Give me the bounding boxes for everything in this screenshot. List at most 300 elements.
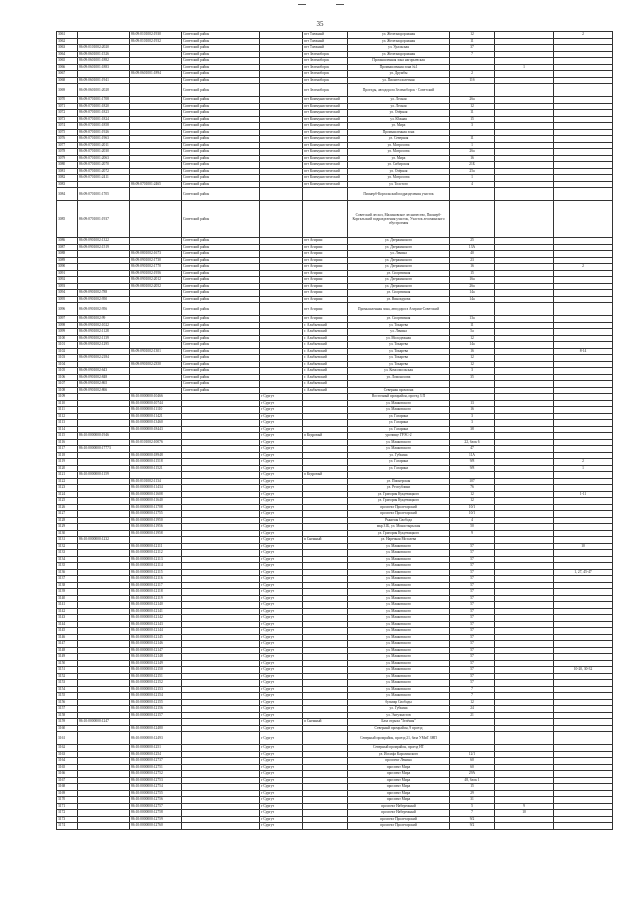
street-name: ул. Маяковского bbox=[348, 439, 450, 446]
row-number: 3120 bbox=[57, 465, 78, 472]
street-name: ул. Спортивная bbox=[348, 316, 450, 323]
cadastral-number-building: 86:10:0000000:12157 bbox=[130, 712, 182, 719]
house-number bbox=[450, 84, 495, 97]
city-name: г Сургут bbox=[260, 810, 303, 817]
city-name: г Сургут bbox=[260, 543, 303, 550]
city-name: г Сургут bbox=[260, 777, 303, 784]
row-number: 3172 bbox=[57, 810, 78, 817]
street-name: ул. Маяковского bbox=[348, 673, 450, 680]
row-number: 3105 bbox=[57, 368, 78, 375]
house-number: 57 bbox=[450, 621, 495, 628]
street-name: ул. Ленина bbox=[348, 329, 450, 336]
street-name: База отдыха "Зелёная" bbox=[348, 719, 450, 726]
street-name: ул. Маяковского bbox=[348, 660, 450, 667]
street-name: ул. Маяковского bbox=[348, 628, 450, 635]
premises-number bbox=[554, 732, 613, 745]
building-number bbox=[495, 732, 554, 745]
row-number: 3094 bbox=[57, 290, 78, 297]
cadastral-number-building: 86:10:0000000:12154 bbox=[130, 693, 182, 700]
district-name: Советский район bbox=[182, 38, 260, 45]
street-name: Северный промрайон, проезд 21, база УМиТ ЗНП bbox=[348, 732, 450, 745]
street-name: Промышленная зона №1 bbox=[348, 64, 450, 71]
street-name: ул. Гагарина bbox=[348, 465, 450, 472]
locality-name: пгт Коммунистический bbox=[303, 123, 348, 130]
cadastral-number-building: 86:10:0000000:11708 bbox=[130, 504, 182, 511]
district-name: Советский район bbox=[182, 77, 260, 84]
locality-name: пгт Коммунистический bbox=[303, 110, 348, 117]
city-name bbox=[260, 188, 303, 201]
house-number: 60 bbox=[450, 758, 495, 765]
city-name: г Сургут bbox=[260, 478, 303, 485]
cadastral-number: 86:09:0901002:950 bbox=[78, 296, 130, 303]
street-name: проспект Набережный bbox=[348, 803, 450, 810]
street-name: ул. Гагарина bbox=[348, 426, 450, 433]
city-name: г Сургут bbox=[260, 693, 303, 700]
row-number: 3143 bbox=[57, 615, 78, 622]
premises-number: 1, 27, 45-47 bbox=[554, 569, 613, 576]
locality-name: пгт Агириш bbox=[303, 264, 348, 271]
row-number: 3110 bbox=[57, 400, 78, 407]
table-row bbox=[57, 188, 613, 201]
table-row bbox=[57, 84, 613, 97]
locality-name: пгт Агириш bbox=[303, 277, 348, 284]
row-number: 3081 bbox=[57, 168, 78, 175]
cadastral-number: 86:09:0601001:1526 bbox=[78, 51, 130, 58]
house-number: 57 bbox=[450, 680, 495, 687]
row-number: 3153 bbox=[57, 680, 78, 687]
cadastral-number: 86:10:0000000:1159 bbox=[78, 472, 130, 479]
house-number: 12 bbox=[450, 355, 495, 362]
street-name: ул. Маяковского bbox=[348, 602, 450, 609]
city-name: г Сургут bbox=[260, 426, 303, 433]
locality-name: п Кедровый bbox=[303, 433, 348, 440]
street-name: ул. Григория Кукуевицкого bbox=[348, 498, 450, 505]
row-number: 3091 bbox=[57, 270, 78, 277]
house-number: 57 bbox=[450, 673, 495, 680]
row-number: 3133 bbox=[57, 550, 78, 557]
city-name: г Сургут bbox=[260, 517, 303, 524]
cadastral-number: 86:09:0701001:1823 bbox=[78, 110, 130, 117]
row-number: 3137 bbox=[57, 576, 78, 583]
district-name: Советский район bbox=[182, 64, 260, 71]
locality-name: пгт Коммунистический bbox=[303, 103, 348, 110]
city-name: г Сургут bbox=[260, 608, 303, 615]
house-number: 57 bbox=[450, 641, 495, 648]
district-name: Советский район bbox=[182, 103, 260, 110]
house-number: 12/1 bbox=[450, 751, 495, 758]
row-number: 3074 bbox=[57, 123, 78, 130]
row-number: 3161 bbox=[57, 732, 78, 745]
row-number: 3127 bbox=[57, 511, 78, 518]
street-name: ул. Гагарина bbox=[348, 413, 450, 420]
cadastral-number-building: 86:10:0000000:12153 bbox=[130, 686, 182, 693]
city-name: г Сургут bbox=[260, 465, 303, 472]
house-number: 57 bbox=[450, 556, 495, 563]
street-name: ул. Дзержинского bbox=[348, 238, 450, 245]
cadastral-number: 86:10:0000000:1946 bbox=[78, 433, 130, 440]
row-number: 3119 bbox=[57, 459, 78, 466]
locality-name: пгт Коммунистический bbox=[303, 155, 348, 162]
street-name: ул. Республики bbox=[348, 485, 450, 492]
row-number: 3109 bbox=[57, 394, 78, 401]
page-number: 35 bbox=[316, 20, 324, 28]
locality-name: пгт Зеленоборск bbox=[303, 58, 348, 65]
cadastral-number: 86:09:0701001:1820 bbox=[78, 103, 130, 110]
city-name bbox=[260, 201, 303, 238]
cadastral-number-building: 86:10:0000000:12755 bbox=[130, 790, 182, 797]
house-number: 21 bbox=[450, 712, 495, 719]
district-name: Советский район bbox=[182, 277, 260, 284]
cadastral-number-building: 86:10:0000000:12147 bbox=[130, 647, 182, 654]
street-name: ул. Пионерская bbox=[348, 478, 450, 485]
house-number: 25 bbox=[450, 238, 495, 245]
cadastral-number-building: 86:10:0000000:12119 bbox=[130, 595, 182, 602]
cadastral-number: 86:09:0901002:1022 bbox=[78, 322, 130, 329]
cadastral-number-building: 86:10:0000000:13460 bbox=[130, 420, 182, 427]
house-number: 57 bbox=[450, 582, 495, 589]
district-name: Советский район bbox=[182, 329, 260, 336]
row-number: 3157 bbox=[57, 706, 78, 713]
house-number: 11А bbox=[450, 452, 495, 459]
table-row bbox=[57, 201, 613, 238]
cadastral-number-building bbox=[130, 303, 182, 316]
cadastral-number-building: 86:10:0000000:12753 bbox=[130, 777, 182, 784]
row-number: 3080 bbox=[57, 162, 78, 169]
locality-name: пгт Агириш bbox=[303, 251, 348, 258]
city-name: г Сургут bbox=[260, 706, 303, 713]
cadastral-number-building: 86:10:0000000:10744 bbox=[130, 400, 182, 407]
street-name: проспект Мира bbox=[348, 771, 450, 778]
cadastral-number-building: 86:10:0000000:12149 bbox=[130, 660, 182, 667]
premises-number bbox=[554, 84, 613, 97]
district-name: Советский район bbox=[182, 116, 260, 123]
row-number: 3070 bbox=[57, 97, 78, 104]
row-number: 3108 bbox=[57, 387, 78, 394]
street-name: ул. Маяковского bbox=[348, 576, 450, 583]
house-number: 16 bbox=[450, 264, 495, 271]
district-name bbox=[182, 732, 260, 745]
city-name bbox=[260, 303, 303, 316]
district-name: Советский район bbox=[182, 361, 260, 368]
premises-number bbox=[554, 823, 613, 830]
street-name: проспект Мира bbox=[348, 797, 450, 804]
city-name: г Сургут bbox=[260, 446, 303, 453]
street-name: ул. Дружбы bbox=[348, 71, 450, 78]
cadastral-number-building: 86:09:0901002:1956 bbox=[130, 270, 182, 277]
cadastral-number-building: 86:10:0000000:11521 bbox=[130, 465, 182, 472]
row-number: 3142 bbox=[57, 608, 78, 615]
district-name: Советский район bbox=[182, 97, 260, 104]
row-number: 3092 bbox=[57, 277, 78, 284]
cadastral-number-building: 86:09:0701001:2465 bbox=[130, 181, 182, 188]
cadastral-number-building: 86:10:0000000:12113 bbox=[130, 556, 182, 563]
row-number: 3146 bbox=[57, 634, 78, 641]
city-name: г Сургут bbox=[260, 803, 303, 810]
street-name: ул. Маяковского bbox=[348, 550, 450, 557]
row-number: 3125 bbox=[57, 498, 78, 505]
row-number: 3155 bbox=[57, 693, 78, 700]
premises-number: 2 bbox=[554, 264, 613, 271]
city-name: г Сургут bbox=[260, 452, 303, 459]
cadastral-number: 86:09:0901002:1519 bbox=[78, 244, 130, 251]
locality-name: пгт Агириш bbox=[303, 270, 348, 277]
house-number: 3 bbox=[450, 123, 495, 130]
house-number: 16а bbox=[450, 277, 495, 284]
street-name: ул. Комсомольская bbox=[348, 368, 450, 375]
street-name: ул. Гагарина bbox=[348, 459, 450, 466]
row-number: 3100 bbox=[57, 335, 78, 342]
street-name: ул. Маяковского bbox=[348, 621, 450, 628]
row-number: 3135 bbox=[57, 563, 78, 570]
cadastral-number-building: 86:10:0000000:11110 bbox=[130, 407, 182, 414]
city-name: г Сургут bbox=[260, 413, 303, 420]
row-number: 3078 bbox=[57, 149, 78, 156]
district-name: Советский район bbox=[182, 264, 260, 271]
house-number: 11 bbox=[450, 136, 495, 143]
row-number: 3098 bbox=[57, 322, 78, 329]
city-name: г Сургут bbox=[260, 797, 303, 804]
street-name: ул. Иосифа Каролинского bbox=[348, 751, 450, 758]
street-name: ул. Толстого bbox=[348, 181, 450, 188]
locality-name: г. Алябьевский bbox=[303, 329, 348, 336]
cadastral-number: 86:09:0701001:1926 bbox=[78, 129, 130, 136]
row-number: 3106 bbox=[57, 374, 78, 381]
locality-name: пгт Коммунистический bbox=[303, 181, 348, 188]
street-name: ул. Матросова bbox=[348, 142, 450, 149]
cadastral-number-building: 86:10:0000000:12493 bbox=[130, 732, 182, 745]
cadastral-number-building: 86:09:0901002:1301 bbox=[130, 348, 182, 355]
row-number: 3162 bbox=[57, 745, 78, 752]
row-number: 3097 bbox=[57, 316, 78, 323]
street-name: ул. Ломоносова bbox=[348, 374, 450, 381]
house-number: 60 bbox=[450, 764, 495, 771]
locality-name bbox=[303, 823, 348, 830]
house-number: 10/1 bbox=[450, 504, 495, 511]
cadastral-number-building: 86:10:0000000:12152 bbox=[130, 680, 182, 687]
row-number: 3173 bbox=[57, 816, 78, 823]
cadastral-number: 86:09:0701001:2030 bbox=[78, 149, 130, 156]
city-name: г Сургут bbox=[260, 459, 303, 466]
cadastral-number-building: 86:10:0101002:1134 bbox=[130, 478, 182, 485]
row-number: 3171 bbox=[57, 803, 78, 810]
cadastral-number: 86:09:0701001:1963 bbox=[78, 136, 130, 143]
row-number: 3099 bbox=[57, 329, 78, 336]
cadastral-number-building: 86:10:0000000:11421 bbox=[130, 413, 182, 420]
row-number: 3140 bbox=[57, 595, 78, 602]
house-number bbox=[450, 732, 495, 745]
row-number: 3134 bbox=[57, 556, 78, 563]
locality-name: п Кедровый bbox=[303, 472, 348, 479]
city-name: г Сургут bbox=[260, 537, 303, 544]
house-number: 1 bbox=[450, 142, 495, 149]
city-name: г Сургут bbox=[260, 745, 303, 752]
street-name: проспект Пролетарский bbox=[348, 823, 450, 830]
district-name: Советский район bbox=[182, 283, 260, 290]
street-name: ул. Токарева bbox=[348, 342, 450, 349]
district-name: Советский район bbox=[182, 142, 260, 149]
city-name: г Сургут bbox=[260, 751, 303, 758]
house-number bbox=[450, 303, 495, 316]
row-number: 3130 bbox=[57, 530, 78, 537]
locality-name: г. Алябьевский bbox=[303, 342, 348, 349]
row-number: 3139 bbox=[57, 589, 78, 596]
premises-number: 1-11 bbox=[554, 491, 613, 498]
cadastral-number: 86:09:0901002:956 bbox=[78, 303, 130, 316]
cadastral-number: 86:09:0601001:2028 bbox=[78, 84, 130, 97]
house-number: 22, блок 6 bbox=[450, 439, 495, 446]
city-name: г Сургут bbox=[260, 563, 303, 570]
house-number: 21Б bbox=[450, 162, 495, 169]
street-name: Промышленная зона, автодорога Агириш-Советский bbox=[348, 303, 450, 316]
row-number: 3064 bbox=[57, 51, 78, 58]
row-number: 3066 bbox=[57, 64, 78, 71]
building-number bbox=[495, 823, 554, 830]
street-name: ул. Маяковского bbox=[348, 608, 450, 615]
cadastral-number-building: 86:10:0000000:12143 bbox=[130, 621, 182, 628]
district-name: Советский район bbox=[182, 162, 260, 169]
cadastral-number-building: 86:10:0000000:11956 bbox=[130, 524, 182, 531]
house-number: 47 bbox=[450, 446, 495, 453]
building-number bbox=[495, 188, 554, 201]
street-name: ул. Дзержинского bbox=[348, 244, 450, 251]
cadastral-number-building bbox=[130, 84, 182, 97]
city-name: г Сургут bbox=[260, 530, 303, 537]
house-number: 23 bbox=[450, 257, 495, 264]
district-name: Советский район bbox=[182, 181, 260, 188]
district-name: Советский район bbox=[182, 136, 260, 143]
city-name: г Сургут bbox=[260, 699, 303, 706]
cadastral-number-building: 86:10:0000000:12757 bbox=[130, 803, 182, 810]
street-name: ул. Маяковского bbox=[348, 693, 450, 700]
house-number: 14а bbox=[450, 342, 495, 349]
premises-number: 10-20, 30-32 bbox=[554, 667, 613, 674]
row-number: 3152 bbox=[57, 673, 78, 680]
city-name: г Сургут bbox=[260, 816, 303, 823]
city-name: г Сургут bbox=[260, 634, 303, 641]
locality-name: п Снежный bbox=[303, 537, 348, 544]
house-number: 38 bbox=[450, 426, 495, 433]
street-name: ул. Дзержинского bbox=[348, 257, 450, 264]
house-number: 5а bbox=[450, 329, 495, 336]
row-number: 3122 bbox=[57, 478, 78, 485]
cadastral-number-building: 86:10:0000000:12759 bbox=[130, 816, 182, 823]
cadastral-number-building: 86:10:0000000:11950 bbox=[130, 517, 182, 524]
row-number: 3132 bbox=[57, 543, 78, 550]
street-name: ул. Маяковского bbox=[348, 667, 450, 674]
city-name: г Сургут bbox=[260, 719, 303, 726]
locality-name: пгт Зеленоборск bbox=[303, 64, 348, 71]
locality-name: г. Алябьевский bbox=[303, 361, 348, 368]
district-name: Советский район bbox=[182, 316, 260, 323]
district-name: Советский район bbox=[182, 123, 260, 130]
row-number: 3151 bbox=[57, 667, 78, 674]
table-row bbox=[57, 303, 613, 316]
cadastral-number: 86:09:0901002:1295 bbox=[78, 342, 130, 349]
district-name: Советский район bbox=[182, 58, 260, 65]
street-name: ул. Маяковского bbox=[348, 634, 450, 641]
premises-number bbox=[554, 188, 613, 201]
city-name: г Сургут bbox=[260, 680, 303, 687]
street-name: Северный промрайон, проезд НТ bbox=[348, 745, 450, 752]
cadastral-number-building: 86:10:0000000:12760 bbox=[130, 823, 182, 830]
house-number: 31 bbox=[450, 797, 495, 804]
street-name: ул. Матросова bbox=[348, 149, 450, 156]
cadastral-number: 86:09:0901002:866 bbox=[78, 387, 130, 394]
city-name: г Сургут bbox=[260, 394, 303, 401]
building-number: 10 bbox=[495, 810, 554, 817]
cadastral-number: 86:10:0000000:17773 bbox=[78, 446, 130, 453]
city-name: г Сургут bbox=[260, 660, 303, 667]
premises-number: 2 bbox=[554, 459, 613, 466]
city-name: г Сургут bbox=[260, 732, 303, 745]
house-number: 7 bbox=[450, 810, 495, 817]
cadastral-number: 86:09:0701001:2070 bbox=[78, 162, 130, 169]
street-name: ул. Токарева bbox=[348, 361, 450, 368]
cadastral-number-building: 86:10:0000000:12151 bbox=[130, 673, 182, 680]
row-number: 3147 bbox=[57, 641, 78, 648]
cadastral-number-building: 86:10:0000000:10466 bbox=[130, 394, 182, 401]
cadastral-number-building: 86:09:0901002:1730 bbox=[130, 257, 182, 264]
house-number: 12 bbox=[450, 103, 495, 110]
row-number: 3083 bbox=[57, 181, 78, 188]
cadastral-number: 86:10:0000000:1232 bbox=[78, 537, 130, 544]
street-name: проспект Пролетарский bbox=[348, 511, 450, 518]
cadastral-number-building: 86:10:0000000:12142 bbox=[130, 615, 182, 622]
cadastral-number-building: 86:10:0000000:11958 bbox=[130, 530, 182, 537]
house-number: 7 bbox=[450, 693, 495, 700]
house-number: 9/8 bbox=[450, 465, 495, 472]
street-name: ул. Спортивная bbox=[348, 290, 450, 297]
row-number: 3156 bbox=[57, 699, 78, 706]
street-name: ул. Маяковского bbox=[348, 641, 450, 648]
premises-number: 2 bbox=[554, 32, 613, 39]
cadastral-number: 86:09:0701001:2011 bbox=[78, 142, 130, 149]
building-number bbox=[495, 84, 554, 97]
district-name: Советский район bbox=[182, 322, 260, 329]
street-name: ул. Маяковского bbox=[348, 595, 450, 602]
city-name: г Сургут bbox=[260, 595, 303, 602]
house-number: 3 bbox=[450, 368, 495, 375]
city-name: г Сургут bbox=[260, 758, 303, 765]
street-name: ул. Маяковского bbox=[348, 569, 450, 576]
locality-name: г. Алябьевский bbox=[303, 381, 348, 388]
street-name: ул. Мира bbox=[348, 123, 450, 130]
cadastral-number: 86:09:0601001:1883 bbox=[78, 64, 130, 71]
cadastral-number-building: 86:10:0000000:12751 bbox=[130, 764, 182, 771]
locality-name bbox=[303, 188, 348, 201]
house-number: 3 bbox=[450, 413, 495, 420]
street-name: ул. Спортивная bbox=[348, 270, 450, 277]
cadastral-number-building: 86:10:0000000:12737 bbox=[130, 758, 182, 765]
house-number: 4 bbox=[450, 181, 495, 188]
cadastral-number-building: 86:10:0000000:12116 bbox=[130, 576, 182, 583]
street-name: ул. Ленина bbox=[348, 251, 450, 258]
table-row bbox=[57, 823, 613, 830]
row-number: 3103 bbox=[57, 355, 78, 362]
street-name: ул. Маяковского bbox=[348, 446, 450, 453]
house-number: 11 bbox=[450, 38, 495, 45]
cadastral-number-building: 86:10:0000000:12112 bbox=[130, 550, 182, 557]
street-name: ул. Мира bbox=[348, 155, 450, 162]
row-number: 3138 bbox=[57, 582, 78, 589]
street-name: ул. Маяковского bbox=[348, 615, 450, 622]
street-name: ул. Лесная bbox=[348, 103, 450, 110]
row-number: 3063 bbox=[57, 45, 78, 52]
house-number bbox=[450, 188, 495, 201]
street-name: ул. Дзержинского bbox=[348, 283, 450, 290]
house-number: 14а bbox=[450, 296, 495, 303]
cadastral-number: 86:09:0701001:2411 bbox=[78, 175, 130, 182]
